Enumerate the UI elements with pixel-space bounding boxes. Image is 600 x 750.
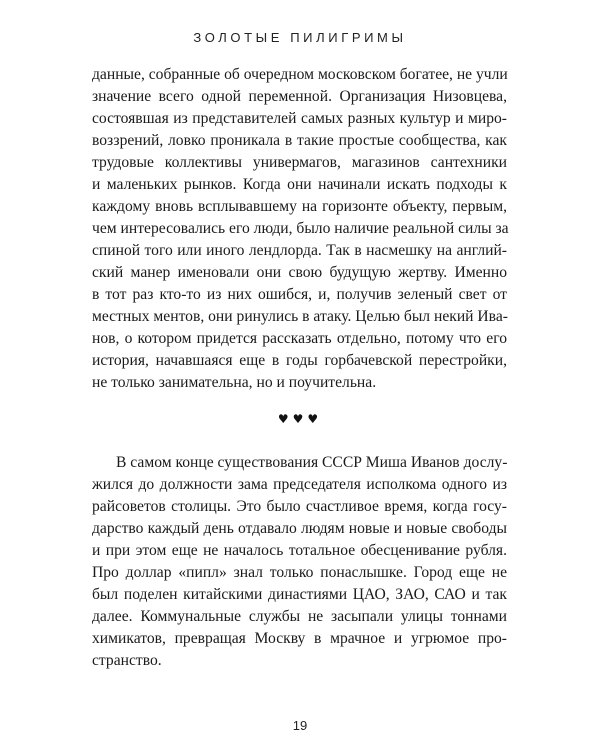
text-line: Про доллар «пипл» знал только понаслышке. Город еще не — [92, 564, 507, 581]
text-line: каждому вновь всплывавшему на горизонте объекту, первым, — [92, 198, 507, 215]
text-line: химикатов, превращая Москву в мрачное и угрюмое про- — [92, 630, 507, 647]
text-line: чем интересовались его люди, было наличие реальной силы за — [92, 220, 509, 237]
text-line: В самом конце существования СССР Миша Иванов дослу- — [116, 454, 508, 471]
text-line: местных ментов, они ринулись в атаку. Целью был некий Ива- — [92, 308, 508, 325]
text-line: воззрений, ловко проникала в такие простые сообщества, как — [92, 132, 507, 149]
text-line: был поделен китайскими династиями ЦАО, ЗАО, САО и так — [92, 586, 507, 603]
text-line: странство. — [92, 652, 162, 669]
text-line: не только занимательна, но и поучительна. — [92, 374, 377, 391]
text-line: ский манер именовали они свою будущую жертву. Именно — [92, 264, 507, 281]
text-line: трудовые коллективы универмагов, магазинов сантехники — [92, 154, 507, 171]
text-line: данные, собранные об очередном московском богатее, не учли — [92, 66, 508, 83]
text-line: далее. Коммунальные службы не засыпали улицы тоннами — [92, 608, 507, 625]
text-line: райсоветов столицы. Это было счастливое время, когда госу- — [92, 498, 507, 515]
text-line: и маленьких рынков. Когда они начинали искать подходы к — [92, 176, 507, 193]
text-line: состоявшая из представителей самых разных культур и миро- — [92, 110, 507, 127]
running-head: ЗОЛОТЫЕ ПИЛИГРИМЫ — [193, 30, 407, 45]
section-separator-ornament: ♥♥♥ — [277, 412, 323, 426]
text-line: спиной того или иного лендлорда. Так в насмешку на англий- — [92, 242, 507, 259]
text-line: значение всего одной переменной. Организация Низовцева, — [92, 88, 507, 105]
text-line: нов, о котором придется рассказать отдельно, потому что его — [92, 330, 507, 347]
text-line: и при этом еще не началось тотальное обесценивание рубля. — [92, 542, 507, 559]
text-line: дарство каждый день отдавало людям новые и новые свободы — [92, 520, 507, 537]
text-line: история, начавшаяся еще в годы горбачевской перестройки, — [92, 352, 507, 369]
text-line: в тот раз кто-то из них ошибся, и, получив зеленый свет от — [92, 286, 507, 303]
text-line: жился до должности зама председателя исполкома одного из — [92, 476, 507, 493]
page-number: 19 — [292, 718, 308, 733]
